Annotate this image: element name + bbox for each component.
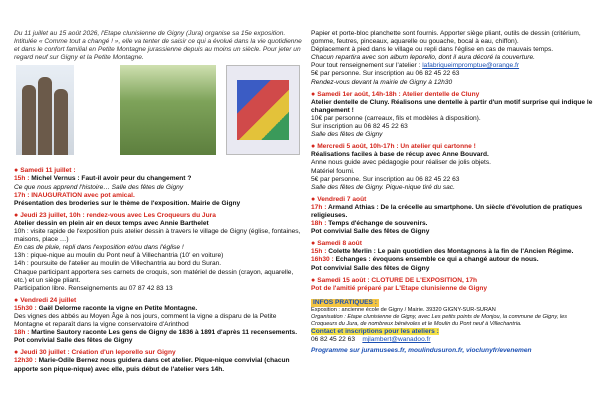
event-detail: Sur inscription au 06 82 45 22 63 [311, 123, 408, 131]
event-title: Jeudi 30 juillet : Création d'un leporello sur Gigny [20, 349, 176, 357]
event-title: Mercredi 5 août, 10h-17h : Un atelier qui cartonne ! [317, 143, 476, 151]
event-inauguration: 17h : INAUGURATION avec pot amical. [14, 191, 135, 199]
event-talk: Colette Merlin : Le pain quotidien des Montagnons à la fin de l'Ancien Régime. [328, 248, 574, 256]
workshop-detail: Rendez-vous devant la mairie de Gigny à 12h30 [311, 78, 453, 86]
bullet-icon: ● [311, 240, 318, 248]
bullet-icon: ● [14, 349, 21, 357]
event-title: Vendredi 7 août [317, 195, 367, 203]
event-talk: Michel Vernus : Faut-il avoir peur du changement ? [31, 175, 192, 183]
info-contact-title: Contact et inscriptions pour les ateliers : [311, 327, 439, 335]
event-detail: 14h : poursuite de l'atelier au moulin de Villechantria au bord du Suran. [14, 260, 222, 268]
bullet-icon: ● [311, 90, 318, 98]
event-july-11 [14, 167, 304, 207]
workshop-detail: Déplacement à pied dans le village ou repli dans l'église en cas de mauvais temps. [311, 46, 554, 54]
event-title: Vendredi 24 juillet [20, 296, 77, 304]
event-detail: Présentation des broderies sur le thème de l'exposition. Mairie de Gigny [14, 199, 241, 207]
event-detail: Atelier dentelle de Cluny. Réalisons une dentelle à partir d'un motif surprise qui indique le changement ! [311, 98, 593, 114]
event-talk: Marie-Odile Bernez nous guidera dans cet atelier. Pique-nique convivial (chacun apporte son pique-nique) avec elle, puis début de l'atelier vers 14h. [14, 357, 290, 373]
workshop-detail: Papier et porte-bloc planchette sont fournis. Apporter siège pliant, outils de dessin (critérium, gomme, feutres, pinceaux, aquarelle ou gouache, bocal à eau, chiffon). [311, 30, 581, 46]
event-time: 18h : [14, 329, 32, 337]
event-talk: Echanges : évoquons ensemble ce qui a changé autour de nous. [335, 256, 539, 264]
event-time: 15h : [311, 248, 329, 256]
event-detail: En cas de pluie, repli dans l'exposition et/ou dans l'église ! [14, 244, 184, 252]
event-detail: 10€ par personne (carreaux, fils et modèles à disposition). [311, 114, 481, 122]
event-time: 12h30 : [14, 357, 39, 365]
event-talk: Temps d'échange de souvenirs. [328, 220, 428, 228]
event-time: 15h30 : [14, 304, 39, 312]
event-title: Samedi 8 août [317, 240, 362, 248]
statue-figure [38, 77, 52, 155]
event-detail: Salle des fêtes de Gigny. Pique-nique tiré du sac. [311, 183, 455, 191]
event-detail: 13h : pique-nique au moulin du Pont neuf à Villechantria (10' en voiture) [14, 252, 224, 260]
bullet-icon: ● [311, 195, 318, 203]
event-detail: Atelier dessin en plein air en deux temps avec Annie Barthelet [14, 219, 209, 227]
event-detail: Ce que nous apprend l'histoire… Salle des fêtes de Gigny [14, 183, 184, 191]
statue-figure [22, 85, 36, 155]
event-detail: Salle des fêtes de Gigny [311, 131, 383, 139]
event-detail: Anne nous guide avec pédagogie pour réaliser de jolis objets. [311, 159, 491, 167]
info-title: INFOS PRATIQUES : [313, 298, 377, 306]
event-time: 15h : [14, 175, 32, 183]
quilt-image [237, 80, 289, 140]
event-july-30 [14, 349, 304, 373]
info-address: Exposition : ancienne école de Gigny / Mairie. 39320 GIGNY-SUR-SURAN [311, 306, 496, 313]
event-detail: Chaque participant apportera ses carnets de croquis, son matériel de dessin (crayon, aquarelle, etc.) et un siège pliant. [14, 268, 294, 284]
event-detail: Matériel fourni. [311, 167, 355, 175]
bullet-icon: ● [311, 276, 318, 284]
event-july-23 [14, 212, 304, 293]
workshop-detail: Pour tout renseignement sur l'atelier : [311, 62, 423, 70]
event-july-24 [14, 297, 304, 346]
event-detail: Des vignes des abbés au Moyen Âge à nos jours, comment la vigne a disparu de la Petite Montagne et reparaît dans la vigne conservatoire d'Arinthod [14, 312, 277, 329]
contact-email-link[interactable]: mjlambert@wanadoo.fr [362, 336, 431, 343]
event-talk: Martine Sautory raconte Les gens de Gigny de 1836 à 1891 d'après 11 recensements. [31, 329, 298, 337]
left-column [14, 0, 304, 374]
workshop-detail: 5€ par personne. Sur inscription au 06 82 45 22 63 [311, 70, 460, 78]
event-detail: Pot de l'amitié préparé par L'Etape clunisienne de Gigny [311, 284, 488, 292]
email-link[interactable]: lafabriqueimpromptue@orange.fr [422, 62, 520, 70]
event-detail: 5€ par personne. Sur inscription au 06 82 45 22 63 [311, 175, 460, 183]
bullet-icon: ● [14, 211, 21, 219]
event-time: 16h30 : [311, 256, 336, 264]
practical-info [311, 299, 593, 355]
event-detail: Pot convivial Salle des fêtes de Gigny [311, 228, 430, 236]
event-title: Jeudi 23 juillet, 10h : rendez-vous avec Les Croqueurs du Jura [20, 211, 216, 219]
event-title: Samedi 11 juillet : [20, 167, 76, 175]
vineyard-photo [120, 65, 216, 155]
event-detail: 10h : visite rapide de l'exposition puis atelier dessin à travers le village de Gigny (église, fontaines, maisons, place …) [14, 228, 301, 244]
event-aug-7 [311, 196, 593, 236]
event-talk: Gaël Delorme raconte la vigne en Petite Montagne. [38, 304, 198, 312]
intro-paragraph: Du 11 juillet au 15 août 2026, l'Etape clunisienne de Gigny (Jura) organise sa 15e exposition. Intitulée « Comme tout a changé ! », elle va tenter de saisir ce qui a évolué dans la vie quotidienne et dans le confort familial en Petite Montagne jurassienne depuis au moins un siècle. Pour jeter un regard neuf sur Gigny et la Petite Montagne. [14, 30, 302, 62]
event-title: Samedi 15 août : CLOTURE DE L'EXPOSITION, 17h [317, 276, 478, 284]
event-detail: Pot convivial Salle des fêtes de Gigny [311, 264, 430, 272]
event-aug-15 [311, 277, 593, 293]
event-detail: Participation libre. Renseignements au 07 87 42 83 13 [14, 284, 173, 292]
statues-photo [16, 65, 74, 155]
event-aug-5 [311, 143, 593, 192]
right-column [311, 0, 593, 355]
event-time: 18h : [311, 220, 329, 228]
bullet-icon: ● [14, 167, 21, 175]
embroidery-photo [226, 65, 300, 155]
event-talk: Armand Athias : De la crécelle au smartphone. Un siècle d'évolution de pratiques religieuses. [311, 203, 583, 219]
event-time: 17h : [311, 203, 328, 211]
event-detail: Pot convivial Salle des fêtes de Gigny [14, 337, 133, 345]
photo-strip [14, 65, 304, 163]
event-aug-1 [311, 91, 593, 140]
event-detail: Réalisations faciles à base de récup avec Anne Bouvard. [311, 151, 489, 159]
info-organisation: Organisation : Etape clunisienne de Gigny, avec Les petits points de Monjou, la commune de Gigny, les Croqueurs du Jura, de nombreux bénévoles et le Moulin du Pont neuf à Villechantria. [311, 313, 568, 327]
workshop-detail: Chacun repartira avec son album leporello, dont il aura décoré la couverture. [311, 54, 535, 62]
info-phone: 06 82 45 22 63 [311, 336, 355, 343]
event-title: Samedi 1er août, 14h-18h : Atelier dentelle de Cluny [317, 90, 480, 98]
statue-figure [54, 89, 68, 155]
bullet-icon: ● [311, 143, 318, 151]
program-links[interactable]: Programme sur juramusees.fr, moulindusuron.fr, vioclunyfr/evenemen [311, 347, 532, 355]
event-aug-8 [311, 240, 593, 272]
bullet-icon: ● [14, 296, 21, 304]
